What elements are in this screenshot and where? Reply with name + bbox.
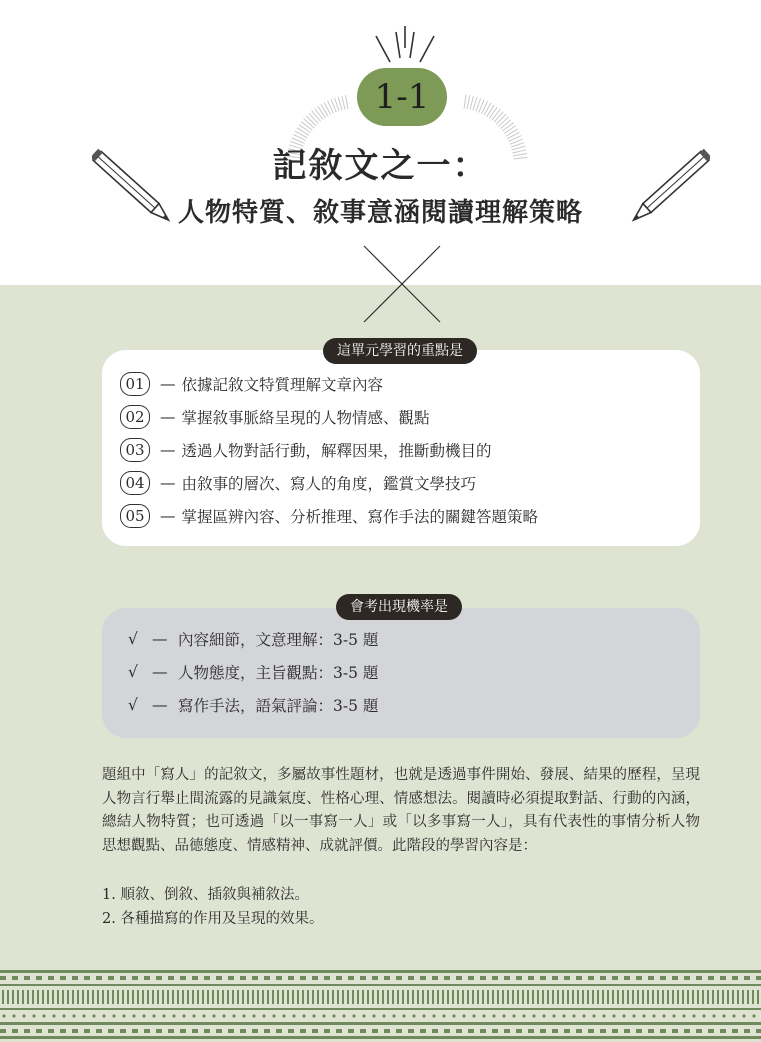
objective-item: 04 — 由敘事的層次、寫人的角度，鑑賞文學技巧	[120, 470, 476, 496]
circled-number-icon: 01	[120, 372, 150, 396]
probability-text: 人物態度，主旨觀點：3-5 題	[178, 664, 379, 682]
objective-text: 掌握敘事脈絡呈現的人物情感、觀點	[181, 409, 430, 427]
objective-text: 由敘事的層次、寫人的角度，鑑賞文學技巧	[181, 475, 477, 493]
probability-item: √ — 人物態度，主旨觀點：3-5 題	[128, 663, 379, 682]
probability-text: 內容細節，文意理解：3-5 題	[178, 631, 379, 649]
objective-text: 依據記敘文特質理解文章內容	[181, 376, 384, 394]
list-item: 1. 順敘、倒敘、插敘與補敘法。	[102, 887, 309, 903]
objective-item: 02 — 掌握敘事脈絡呈現的人物情感、觀點	[120, 404, 430, 430]
objective-item: 05 — 掌握區辨內容、分析推理、寫作手法的關鍵答題策略	[120, 503, 538, 529]
cross-icon	[362, 244, 442, 324]
circled-number-icon: 03	[120, 438, 150, 462]
pencil-icon	[92, 148, 178, 232]
page-subtitle: 人物特質、敘事意涵閱讀理解策略	[177, 198, 583, 228]
check-icon: √	[128, 630, 138, 648]
probability-item: √ — 內容細節，文意理解：3-5 題	[128, 630, 379, 649]
page-title: 記敘文之一：	[272, 146, 489, 186]
sunburst-icon	[360, 22, 450, 70]
probability-item: √ — 寫作手法，語氣評論：3-5 題	[128, 696, 379, 715]
objectives-heading: 這單元學習的重點是	[323, 338, 477, 364]
probability-text: 寫作手法，語氣評論：3-5 題	[178, 697, 379, 715]
unit-badge: 1-1	[357, 68, 447, 126]
circled-number-icon: 02	[120, 405, 150, 429]
pencil-icon	[624, 148, 710, 232]
circled-number-icon: 04	[120, 471, 150, 495]
probability-heading: 會考出現機率是	[336, 594, 462, 620]
intro-paragraph: 題組中「寫人」的記敘文，多屬故事性題材，也就是透過事件開始、發展、結果的歷程，呈現人物言行舉止間流露的見識氣度、性格心理、情感想法。閱讀時必須提取對話、行動的內涵，總結人物特質；也可透過「以一事寫一人」或「以多事寫一人」，具有代表性的事情分析人物思想觀點、品德態度、情感精神、成就評價。此階段的學習內容是：	[102, 767, 700, 854]
check-icon: √	[128, 696, 138, 714]
objective-item: 01 — 依據記敘文特質理解文章內容	[120, 371, 383, 397]
list-item: 2. 各種描寫的作用及呈現的效果。	[102, 911, 324, 927]
objective-text: 掌握區辨內容、分析推理、寫作手法的關鍵答題策略	[181, 508, 539, 526]
decorative-footer-border	[0, 966, 761, 1042]
objective-text: 透過人物對話行動，解釋因果，推斷動機目的	[181, 442, 492, 460]
circled-number-icon: 05	[120, 504, 150, 528]
check-icon: √	[128, 663, 138, 681]
objective-item: 03 — 透過人物對話行動，解釋因果，推斷動機目的	[120, 437, 492, 463]
